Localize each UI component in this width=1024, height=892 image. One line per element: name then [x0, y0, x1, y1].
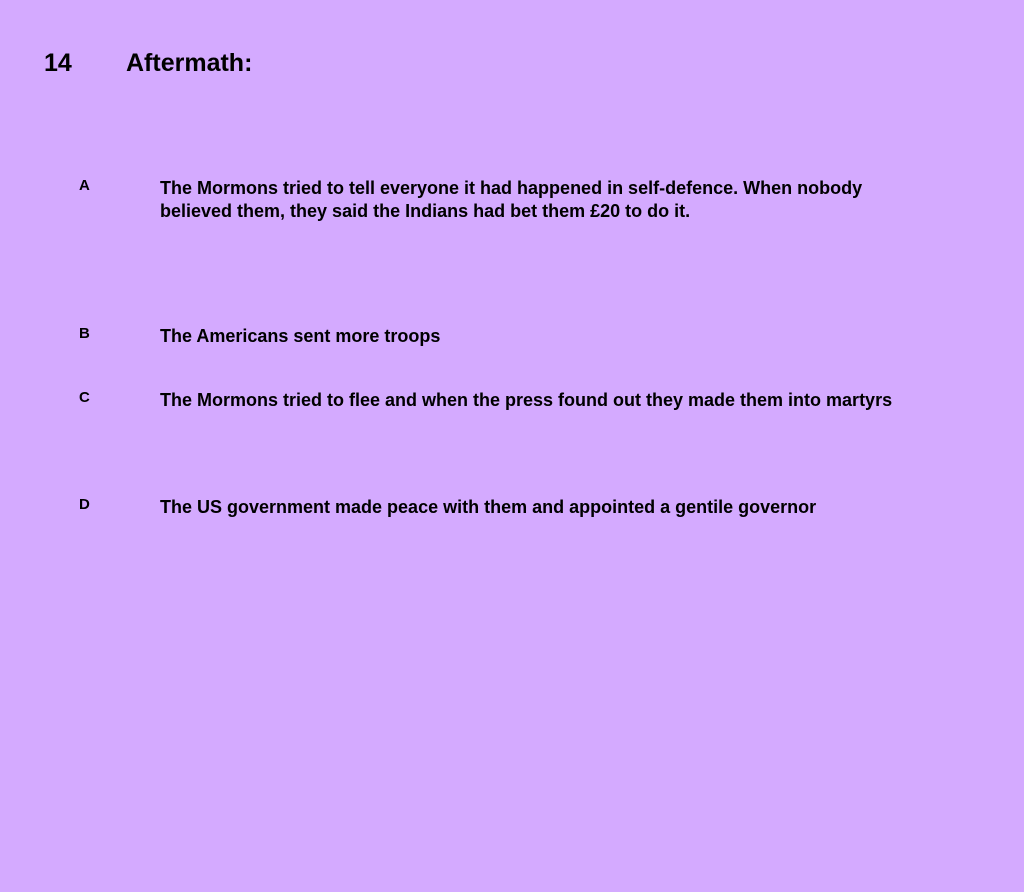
option-a-text[interactable]: The Mormons tried to tell everyone it had happened in self-defence. When nobody believed them, they said the Indians had bet them £20 to do it. — [160, 178, 863, 221]
question-number: 14 — [44, 49, 72, 77]
option-b-text[interactable]: The Americans sent more troops — [160, 326, 441, 346]
option-b-letter: B — [79, 325, 90, 342]
question-title: Aftermath: — [126, 49, 253, 77]
option-d-text[interactable]: The US government made peace with them and appointed a gentile governor — [160, 497, 817, 517]
option-c-text[interactable]: The Mormons tried to flee and when the press found out they made them into martyrs — [160, 390, 893, 410]
option-a-letter: A — [79, 177, 90, 194]
option-d-letter: D — [79, 496, 90, 513]
option-c-letter: C — [79, 389, 90, 406]
